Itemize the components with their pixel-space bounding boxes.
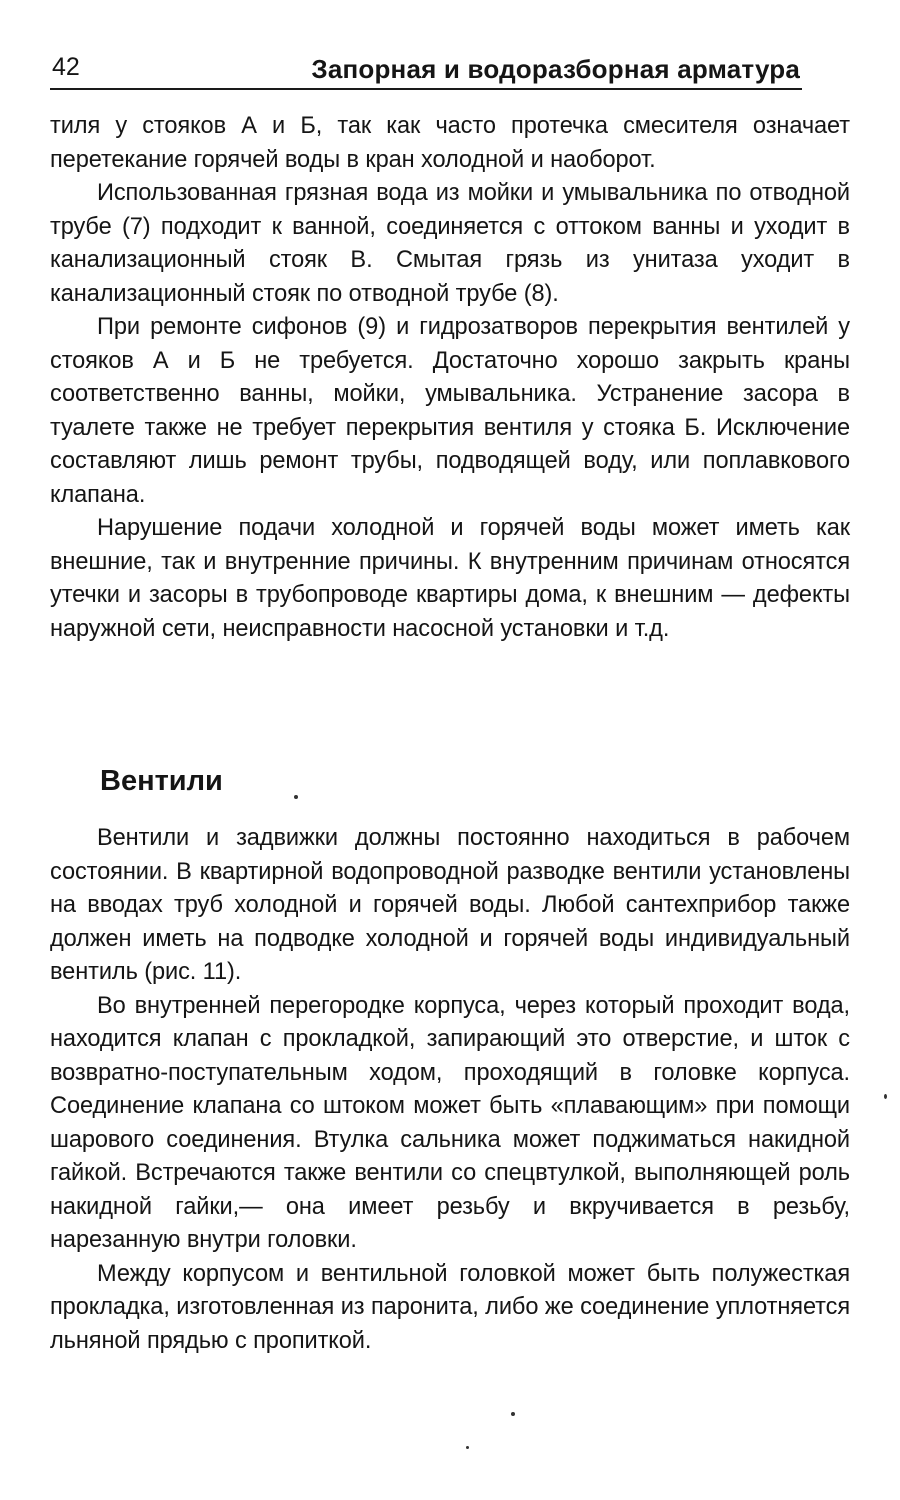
paragraph-supply-disruption: Нарушение подачи холодной и горячей воды может иметь как внешние, так и внутренние причины. К внутренним причинам относятся утечки и засоры в трубопроводе квартиры дома, к внешним — дефекты наружной сети, неисправности насосной установки и т.д.	[50, 515, 850, 642]
paragraph-valves-intro: Вентили и задвижки должны постоянно находиться в рабочем состоянии. В квартирной водопроводной разводке вентили установлены на вводах труб холодной и горячей воды. Любой сантехприбор также должен иметь на подводке холодной и горячей воды индивидуальный вентиль (рис. 11).	[50, 825, 850, 985]
section-text	[50, 822, 850, 1358]
scan-speck	[466, 1446, 469, 1449]
scan-speck	[294, 795, 298, 799]
scan-speck	[884, 1094, 887, 1099]
running-title: Запорная и водоразборная арматура	[311, 54, 800, 84]
paragraph-siphon-repair: При ремонте сифонов (9) и гидрозатворов перекрытия вентилей у стояков А и Б не требуется. Достаточно хорошо закрыть краны соответственно ванны, мойки, умывальника. Устранение засора в туалете также не требует перекрытия вентиля у стояка Б. Исключение составляют лишь ремонт трубы, подводящей воду, или поплавкового клапана.	[50, 314, 850, 508]
page-number: 42	[52, 53, 80, 81]
section-heading: Вентили	[100, 765, 223, 797]
body-text	[50, 110, 850, 646]
scan-speck	[511, 1412, 515, 1416]
paragraph-valve-gasket: Между корпусом и вентильной головкой может быть полужесткая прокладка, изготовленная из паронита, либо же соединение уплотняется льняной прядью с пропиткой.	[50, 1260, 850, 1354]
paragraph-waste-water: Использованная грязная вода из мойки и умывальника по отводной трубе (7) подходит к ванной, соединяется с оттоком ванны и уходит в канализационный стояк В. Смытая грязь из унитаза уходит в канализационный стояк по отводной трубе (8).	[50, 180, 850, 307]
running-header	[50, 48, 802, 90]
paragraph-continuation: тиля у стояков А и Б, так как часто протечка смесителя означает перетекание горячей воды в кран холодной и наоборот.	[50, 113, 850, 173]
paragraph-valve-construction: Во внутренней перегородке корпуса, через который проходит вода, находится клапан с прокладкой, запирающий это отверстие, и шток с возвратно-поступательным ходом, проходящий в головке корпуса. Соединение клапана со штоком может быть «плавающим» при помощи шарового соединения. Втулка сальника может поджиматься накидной гайкой. Встречаются также вентили со спецвтулкой, выполняющей роль накидной гайки,— она имеет резьбу и вкручивается в резьбу, нарезанную внутри головки.	[50, 992, 850, 1253]
